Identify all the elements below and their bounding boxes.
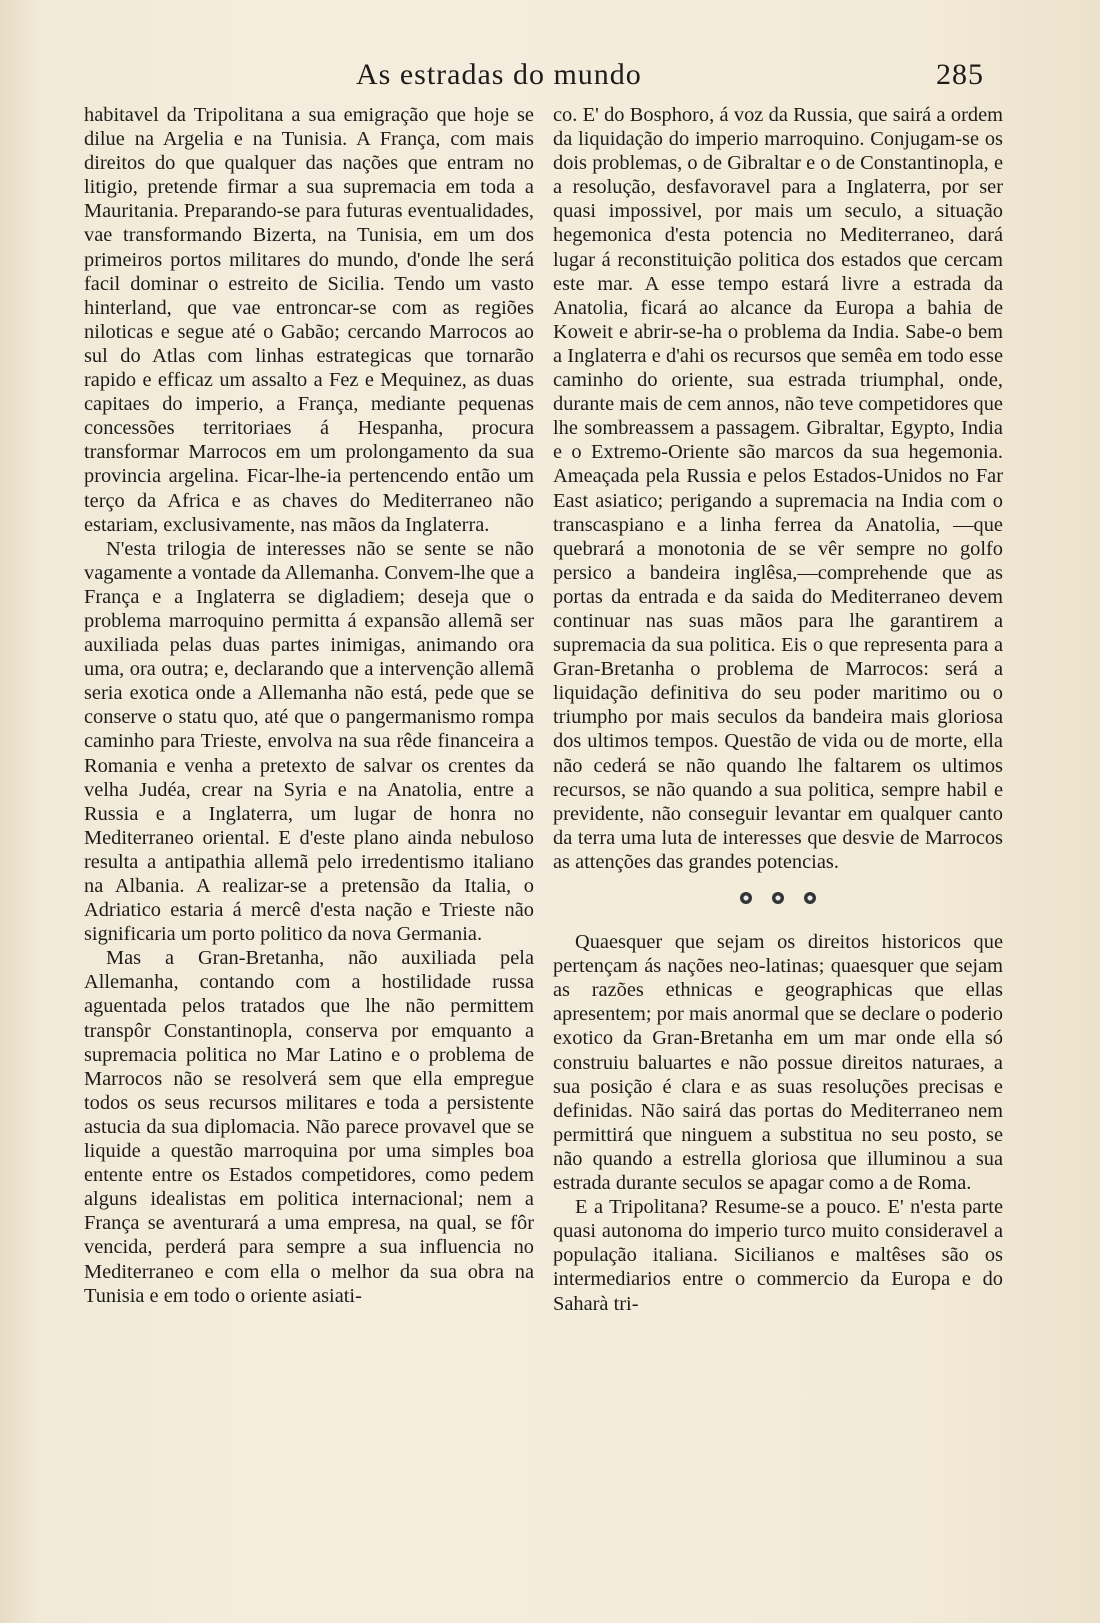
page-header (84, 58, 984, 98)
ornament-dot-icon (740, 892, 752, 904)
paragraph: E a Tripolitana? Resume-se a pouco. E' n'esta parte quasi autonoma do imperio turco muito consideravel a população italiana. Sicilianos e maltêses são os intermediarios entre o commercio da Europa e do Saharà tri- (553, 1196, 1003, 1315)
ornament-dot-icon (772, 892, 784, 904)
paragraph: Mas a Gran-Bretanha, não auxiliada pela Allemanha, contando com a hostilidade russa aguentada pelos tratados que lhe não permittem transpôr Constantinopla, conserva por emquanto a supremacia politica no Mar Latino e o problema de Marrocos não se resolverá sem que ella empregue todos os seus recursos militares e toda a persistente astucia da sua diplomacia. Não parece provavel que se liquide a questão marroquina por uma simples boa entente entre os Estados competidores, como pedem alguns idealistas em politica internacional; nem a França se aventurará a uma empresa, na qual, se fôr vencida, perderá para sempre a sua influencia no Mediterraneo e com ella o melhor da sua obra na Tunisia e em todo o oriente asiati- (84, 947, 534, 1307)
page-number: 285 (936, 58, 984, 91)
left-column (84, 103, 534, 1308)
running-title: As estradas do mundo (356, 58, 642, 91)
paragraph: Quaesquer que sejam os direitos historicos que pertençam ás nações neo-latinas; quaesquer que sejam as razões ethnicas e geographicas que ellas apresentem; por mais anormal que se declare o poderio exotico da Gran-Bretanha em um mar onde ella só construiu baluartes e não possue direitos naturaes, a sua posição é clara e as suas resoluções precisas e definidas. Não sairá das portas do Mediterraneo nem permittirá que ninguem a substitua no seu posto, se não quando a estrella gloriosa que illuminou a sua estrada durante seculos se apagar como a de Roma. (553, 931, 1003, 1195)
right-column (553, 103, 1003, 1316)
section-divider-ornament (553, 888, 1003, 912)
paragraph: habitavel da Tripolitana a sua emigração que hoje se dilue na Argelia e na Tunisia. A França, com mais direitos do que qualquer das nações que entram no litigio, pretende firmar a sua supremacia em toda a Mauritania. Preparando-se para futuras eventualidades, vae transformando Bizerta, na Tunisia, em um dos primeiros portos militares do mundo, d'onde lhe será facil dominar o estreito de Sicilia. Tendo um vasto hinterland, que vae entroncar-se com as regiões niloticas e segue até o Gabão; cercando Marrocos ao sul do Atlas com linhas estrategicas que tornarão rapido e efficaz um assalto a Fez e Mequinez, as duas capitaes do imperio, a França, mediante pequenas concessões territoriaes á Hespanha, procura transformar Marrocos em um prolongamento da sua provincia argelina. Ficar-lhe-ia pertencendo então um terço da Africa e as chaves do Mediterraneo não estariam, exclusivamente, nas mãos da Inglaterra. (84, 104, 534, 536)
paragraph: co. E' do Bosphoro, á voz da Russia, que sairá a ordem da liquidação do imperio marroquino. Conjugam-se os dois problemas, o de Gibraltar e o de Constantinopla, e a resolução, desfavoravel para a Inglaterra, por ser quasi impossivel, por mais um seculo, a situação hegemonica d'esta potencia no Mediterraneo, dará lugar á reconstituição politica dos estados que cercam este mar. A esse tempo estará livre a estrada da Anatolia, ficará ao alcance da Europa a bahia de Koweit e abrir-se-ha o problema da India. Sabe-o bem a Inglaterra e d'ahi os recursos que semêa em todo esse caminho do oriente, sua estrada triumphal, onde, durante mais de cem annos, não teve competidores que lhe sombreassem a passagem. Gibraltar, Egypto, India e o Extremo-Oriente são marcos da sua hegemonia. Ameaçada pela Russia e pelos Estados-Unidos no Far East asiatico; perigando a supremacia na India com o transcaspiano e a linha ferrea da Anatolia, —que quebrará a monotonia de se vêr sempre no golfo persico a bandeira inglêsa,—comprehende que as portas da entrada e da saida do Mediterraneo devem continuar nas suas mãos para lhe garantirem a supremacia da sua politica. Eis o que representa para a Gran-Bretanha o problema de Marrocos: será a liquidação definitiva do seu poder maritimo ou o triumpho por mais seculos da bandeira mais gloriosa dos ultimos tempos. Questão de vida ou de morte, ella não cederá se não quando lhe faltarem os ultimos recursos, se não quando a sua politica, sempre habil e previdente, não conseguir levantar em qualquer canto da terra uma luta de interesses que desvie de Marrocos as attenções das grandes potencias. (553, 104, 1003, 873)
paragraph: N'esta trilogia de interesses não se sente se não vagamente a vontade da Allemanha. Convem-lhe que a França e a Inglaterra se digladiem; deseja que o problema marroquino permitta á expansão allemã ser auxiliada pelas duas partes inimigas, animando ora uma, ora outra; e, declarando que a intervenção allemã seria exotica onde a Allemanha não está, pede que se conserve o statu quo, até que o pangermanismo rompa caminho para Trieste, envolva na sua rêde financeira a Romania e venha a pretexto de salvar os crentes da velha Judéa, crear na Syria e na Anatolia, entre a Russia e a Inglaterra, um lugar de honra no Mediterraneo oriental. E d'este plano ainda nebuloso resulta a antipathia allemã pelo irredentismo italiano na Albania. A realizar-se a pretensão da Italia, o Adriatico estaria á mercê d'esta nação e Trieste não significaria um porto politico da nova Germania. (84, 537, 534, 946)
ornament-dot-icon (804, 892, 816, 904)
